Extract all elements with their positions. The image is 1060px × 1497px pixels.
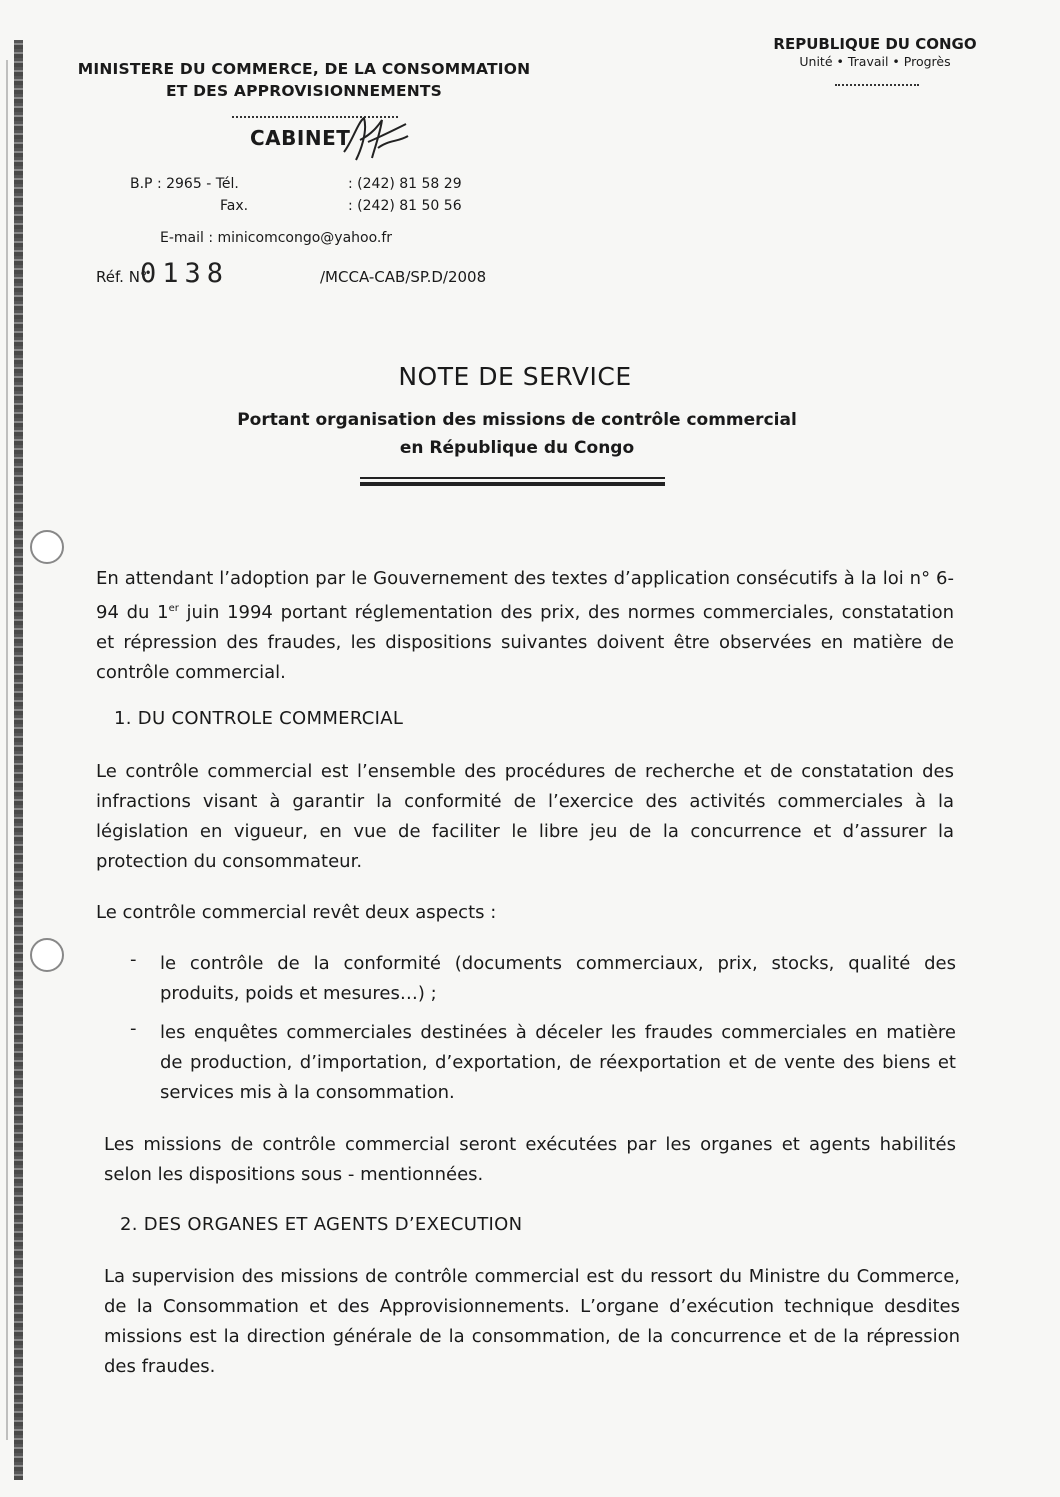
ministry-name	[64, 58, 544, 102]
punch-hole	[30, 938, 64, 972]
scan-binding-edge	[14, 40, 23, 1480]
section-1-paragraph-2: Le contrôle commercial revêt deux aspects :	[96, 902, 497, 923]
document-subtitle	[0, 406, 1034, 462]
section-1-heading: 1. DU CONTROLE COMMERCIAL	[114, 708, 404, 729]
ministry-line-2: ET DES APPROVISIONNEMENTS	[165, 82, 443, 100]
section-1-paragraph-1: Le contrôle commercial est l’ensemble des procédures de recherche et de constatation des infractions visant à garantir la conformité de l’exercice des activités commerciales à la législation en vigueur, en vue de faciliter le libre jeu de la concurrence et d’assurer la protection du consommateur.	[96, 761, 954, 872]
reference-prefix: Réf. N°	[96, 268, 148, 286]
section-2-heading: 2. DES ORGANES ET AGENTS D’EXECUTION	[120, 1214, 523, 1235]
handwritten-signature	[338, 112, 412, 164]
intro-superscript: er	[168, 603, 179, 614]
subtitle-line-2: en République du Congo	[399, 438, 635, 458]
fax-label: Fax.	[220, 198, 249, 214]
punch-hole	[30, 530, 64, 564]
reference-suffix: /MCCA-CAB/SP.D/2008	[320, 268, 487, 286]
section-2-paragraph-1: La supervision des missions de contrôle commercial est du ressort du Ministre du Commerce, de la Consommation et des Approvisionnements. L’organe d’exécution technique desdites missions est la direction générale de la consommation, de la concurrence et de la répression des fraudes.	[104, 1266, 960, 1377]
email-address: E-mail : minicomcongo@yahoo.fr	[160, 230, 393, 246]
intro-text-start: En attendant l’adoption par le Gouvernement des textes d’application consécutifs à la loi n° 6-94 du 1	[96, 568, 954, 623]
subtitle-line-1: Portant organisation des missions de contrôle commercial	[237, 410, 797, 430]
section-1-paragraph-3: Les missions de contrôle commercial seront exécutées par les organes et agents habilités selon les dispositions sous - mentionnées.	[104, 1134, 956, 1185]
telephone-number: : (242) 81 58 29	[348, 176, 462, 192]
bullet-item: les enquêtes commerciales destinées à déceler les fraudes commerciales en matière de production, d’importation, d’exportation, de réexportation et de vente des biens et services mis à la consommation.	[160, 1022, 956, 1103]
ministry-line-1: MINISTERE DU COMMERCE, DE LA CONSOMMATION	[77, 60, 531, 78]
intro-paragraph	[96, 564, 954, 688]
fax-number: : (242) 81 50 56	[348, 198, 462, 214]
intro-text-end: juin 1994 portant réglementation des prix, des normes commerciales, constatation et répression des fraudes, les dispositions suivantes doivent être observées en matière de contrôle commercial.	[96, 602, 954, 683]
document-title: NOTE DE SERVICE	[398, 362, 632, 391]
bullet-item: le contrôle de la conformité (documents commerciaux, prix, stocks, qualité des produits, poids et mesures…) ;	[160, 953, 956, 1004]
cabinet-label: CABINET	[250, 126, 351, 150]
title-underline-thick	[360, 482, 665, 486]
republic-name: REPUBLIQUE DU CONGO	[773, 35, 977, 53]
reference-number-stamp: 0138	[140, 258, 230, 289]
bp-tel-label: B.P : 2965 - Tél.	[130, 176, 239, 192]
bullet-marker: -	[130, 1018, 137, 1039]
motto-dotted-rule	[835, 84, 919, 86]
bullet-marker: -	[130, 949, 137, 970]
title-underline-thin	[360, 477, 665, 479]
republic-motto: Unité • Travail • Progrès	[799, 54, 951, 69]
scan-edge-line	[6, 60, 8, 1440]
